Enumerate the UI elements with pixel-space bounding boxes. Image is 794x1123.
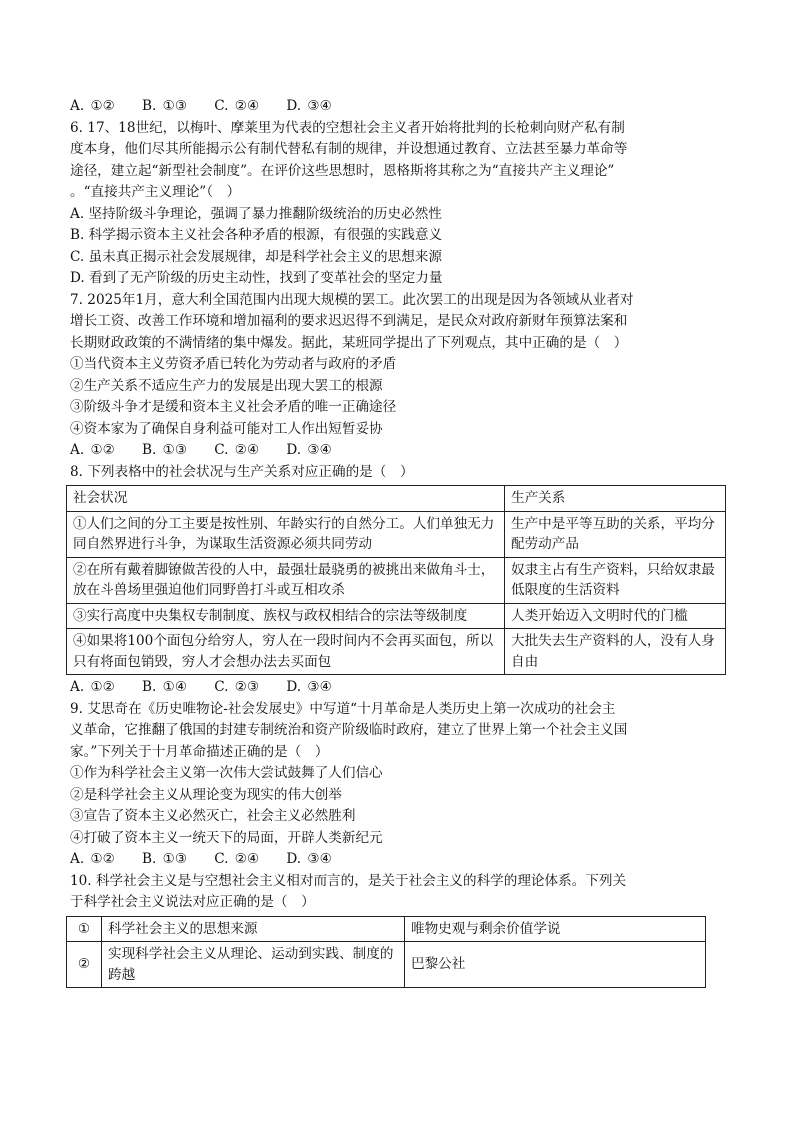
question-7 bbox=[70, 290, 730, 462]
table-row bbox=[67, 942, 706, 988]
table-row bbox=[67, 916, 706, 942]
table-cell: 实现科学社会主义从理论、运动到实践、制度的跨越 bbox=[102, 942, 405, 988]
question-6 bbox=[70, 118, 730, 290]
q6-stem-line: 度本身，他们尽其所能揭示公有制代替私有制的规律，并设想通过教育、立法甚至暴力革命等 bbox=[70, 141, 628, 157]
table-row bbox=[67, 511, 726, 557]
table-cell: 科学社会主义的思想来源 bbox=[102, 916, 405, 942]
table-cell-number: ① bbox=[67, 916, 102, 942]
table-cell: ③实行高度中央集权专制制度、族权与政权相结合的宗法等级制度 bbox=[67, 603, 505, 629]
table-cell: ①人们之间的分工主要是按性别、年龄实行的自然分工。人们单独无力同自然界进行斗争，为谋取生活资源必须共同劳动 bbox=[67, 511, 505, 557]
q6-option-c: C. 虽未真正揭示社会发展规律，却是科学社会主义的思想来源 bbox=[70, 248, 442, 265]
table-cell: ④如果将100个面包分给穷人，穷人在一段时间内不会再买面包，所以只有将面包销毁，穷人才会想办法去买面包 bbox=[67, 629, 505, 675]
table-header-row bbox=[67, 486, 726, 512]
table-row bbox=[67, 557, 726, 603]
q6-option-a: A. 坚持阶级斗争理论，强调了暴力推翻阶级统治的历史必然性 bbox=[70, 205, 442, 222]
q8-stem: 8. 下列表格中的社会状况与生产关系对应正确的是（ ） bbox=[70, 463, 414, 480]
table-cell: 唯物史观与剩余价值学说 bbox=[405, 916, 706, 942]
table-cell: 巴黎公社 bbox=[405, 942, 706, 988]
table-cell: ②在所有戴着脚镣做苦役的人中，最强壮最骁勇的被挑出来做角斗士，放在斗兽场里强迫他们同野兽打斗或互相攻杀 bbox=[67, 557, 505, 603]
q10-table bbox=[66, 916, 706, 989]
table-header-cell: 生产关系 bbox=[505, 486, 726, 512]
q8-table bbox=[66, 485, 726, 675]
table-cell: 大批失去生产资料的人，没有人身自由 bbox=[505, 629, 726, 675]
q10-stem-line: 于科学社会主义说法对应正确的是（ ） bbox=[70, 894, 315, 910]
q10-stem-line: 10. 科学社会主义是与空想社会主义相对而言的，是关于社会主义的科学的理论体系。下列关 bbox=[70, 872, 627, 889]
q6-stem-line: 6. 17、18世纪，以梅叶、摩莱里为代表的空想社会主义者开始将批判的长枪刺向财产私有制 bbox=[70, 119, 625, 136]
q6-stem-line: 途径，建立起“新型社会制度”。在评价这些思想时，恩格斯将其称之为“直接共产主义理论” bbox=[70, 162, 615, 179]
exam-page bbox=[70, 96, 730, 988]
q9-item: ④打破了资本主义一统天下的局面，开辟人类新纪元 bbox=[70, 829, 383, 846]
table-cell: 奴隶主占有生产资料，只给奴隶最低限度的生活资料 bbox=[505, 557, 726, 603]
q8-options: A. ①② B. ①④ C. ②③ D. ③④ bbox=[70, 679, 332, 695]
q7-item: ④资本家为了确保自身利益可能对工人作出短暂妥协 bbox=[70, 420, 383, 437]
q7-item: ③阶级斗争才是缓和资本主义社会矛盾的唯一正确途径 bbox=[70, 399, 397, 415]
table-cell: 人类开始迈入文明时代的门槛 bbox=[505, 603, 726, 629]
question-10 bbox=[70, 871, 730, 989]
table-row bbox=[67, 629, 726, 675]
q7-stem-line: 7. 2025年1月，意大利全国范围内出现大规模的罢工。此次罢工的出现是因为各领域从业者对 bbox=[70, 291, 634, 308]
q6-stem-line: 。“直接共产主义理论”（ ） bbox=[70, 184, 241, 200]
q9-item: ②是科学社会主义从理论变为现实的伟大创举 bbox=[70, 786, 342, 803]
q5-options: A. ①② B. ①③ C. ②④ D. ③④ bbox=[70, 98, 332, 114]
q9-stem-line: 9. 艾思奇在《历史唯物论-社会发展史》中写道“十月革命是人类历史上第一次成功的社会主 bbox=[70, 700, 616, 717]
table-cell: 生产中是平等互助的关系，平均分配劳动产品 bbox=[505, 511, 726, 557]
question-8 bbox=[70, 462, 730, 699]
q7-options: A. ①② B. ①③ C. ②④ D. ③④ bbox=[70, 442, 332, 458]
q9-stem-line: 家。”下列关于十月革命描述正确的是（ ） bbox=[70, 743, 329, 760]
table-row bbox=[67, 603, 726, 629]
q9-item: ①作为科学社会主义第一次伟大尝试鼓舞了人们信心 bbox=[70, 765, 383, 781]
q9-stem-line: 义革命，它推翻了俄国的封建专制统治和资产阶级临时政府，建立了世界上第一个社会主义国 bbox=[70, 722, 628, 738]
q6-option-b: B. 科学揭示资本主义社会各种矛盾的根源，有很强的实践意义 bbox=[70, 227, 443, 243]
table-header-cell: 社会状况 bbox=[67, 486, 505, 512]
q7-item: ①当代资本主义劳资矛盾已转化为劳动者与政府的矛盾 bbox=[70, 356, 397, 372]
table-cell-number: ② bbox=[67, 942, 102, 988]
q9-options: A. ①② B. ①③ C. ②④ D. ③④ bbox=[70, 851, 332, 867]
q7-stem-line: 增长工资、改善工作环境和增加福利的要求迟迟得不到满足，是民众对政府新财年预算法案和 bbox=[70, 313, 628, 329]
q7-item: ②生产关系不适应生产力的发展是出现大罢工的根源 bbox=[70, 377, 383, 394]
q9-item: ③宣告了资本主义必然灭亡，社会主义必然胜利 bbox=[70, 808, 356, 824]
question-9 bbox=[70, 699, 730, 871]
q7-stem-line: 长期财政政策的不满情绪的集中爆发。据此，某班同学提出了下列观点，其中正确的是（ ） bbox=[70, 334, 628, 351]
q6-option-d: D. 看到了无产阶级的历史主动性，找到了变革社会的坚定力量 bbox=[70, 270, 443, 286]
